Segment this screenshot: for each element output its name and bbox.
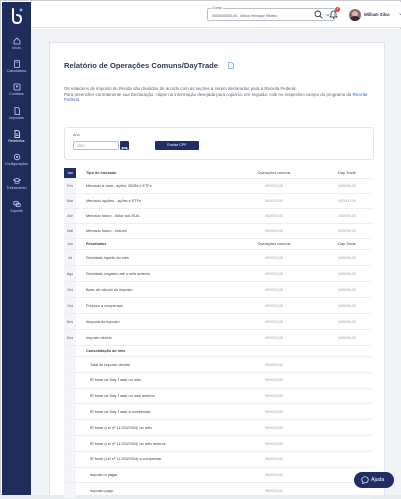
- table-row: [64, 389, 374, 405]
- day-trade-value[interactable]: 000000,00: [338, 319, 356, 324]
- table-row: [64, 179, 374, 194]
- taxes-icon: [13, 107, 21, 115]
- month-tab[interactable]: [64, 483, 76, 498]
- row-label: IR fonte (Lei nº 11.033/2004) no mês: [90, 425, 152, 430]
- month-tab[interactable]: [64, 389, 76, 404]
- description-text: .: [78, 97, 81, 103]
- row-label: Alíquota do imposto: [86, 319, 120, 324]
- table-row: [64, 282, 374, 298]
- row-label: Total do imposto devido: [90, 362, 130, 367]
- common-operations-value[interactable]: 000000,00: [265, 335, 283, 340]
- month-tab[interactable]: Set: [64, 282, 76, 297]
- day-trade-value[interactable]: 000000,00: [338, 229, 356, 234]
- sidebar-item-label: Contatos: [9, 92, 24, 96]
- month-tab[interactable]: [64, 436, 76, 451]
- row-label: Imposto devido: [86, 335, 112, 340]
- help-label: Ajuda: [371, 477, 385, 483]
- sidebar-item-label: Relatórios: [8, 139, 25, 143]
- month-tab[interactable]: [64, 452, 76, 467]
- row-label: Imposto pago: [90, 489, 114, 494]
- column-header: Day-Trade: [338, 171, 356, 176]
- month-tab[interactable]: [64, 346, 76, 356]
- send-cpf-button[interactable]: Enviar CPF: [155, 141, 199, 150]
- day-trade-value[interactable]: 000000,00: [338, 335, 356, 340]
- common-operations-value[interactable]: 000000,00: [265, 255, 283, 260]
- sidebar-item-impostos[interactable]: [2, 106, 31, 128]
- common-operations-value[interactable]: 000000,00: [265, 378, 283, 383]
- user-name[interactable]: William Silva: [364, 12, 390, 17]
- day-trade-value[interactable]: 000000,00: [338, 255, 356, 260]
- table-header-row: [64, 168, 374, 179]
- month-tab[interactable]: [64, 357, 76, 372]
- sidebar-item-calculadora[interactable]: [2, 59, 31, 81]
- account-select-value: 0000000000-00 - Maria Henrique Ribeiro: [212, 14, 278, 18]
- table-row: [64, 436, 374, 452]
- description-line: [64, 92, 374, 103]
- report-card: [49, 42, 385, 495]
- year-label: Ano: [73, 133, 80, 137]
- common-operations-value[interactable]: 000000,00: [265, 287, 283, 292]
- common-operations-value[interactable]: 000000,00: [265, 199, 283, 204]
- column-header: Operações comuns: [257, 242, 291, 247]
- sidebar-item-label: Início: [12, 46, 21, 50]
- month-tab[interactable]: Mai: [64, 224, 76, 238]
- sidebar-item-label: Configurações: [4, 162, 29, 166]
- support-icon: [13, 200, 21, 208]
- filter-box: [64, 127, 374, 160]
- row-label: Resultado negativo até o mês anterior: [86, 271, 151, 276]
- chat-icon: [361, 476, 369, 484]
- column-header: Day-Trade: [338, 242, 356, 247]
- sidebar: [2, 2, 31, 495]
- table-row: [64, 314, 374, 330]
- day-trade-value[interactable]: 000000,00: [338, 184, 356, 189]
- common-operations-value[interactable]: 000000,00: [265, 303, 283, 308]
- month-tab[interactable]: [64, 468, 76, 483]
- document-icon[interactable]: [228, 62, 234, 69]
- day-trade-value[interactable]: 000000,00: [338, 214, 356, 219]
- help-button[interactable]: [354, 472, 394, 488]
- sidebar-item-configuracoes[interactable]: [2, 152, 31, 174]
- page-description: [64, 86, 374, 103]
- row-label: IR fonte (Lei nº 11.033/2004) a compensar: [90, 457, 162, 462]
- common-operations-value[interactable]: 000000,00: [265, 410, 283, 415]
- month-tab[interactable]: Dez: [64, 330, 76, 345]
- month-tab[interactable]: Abr: [64, 209, 76, 223]
- section-header-row: [64, 346, 374, 357]
- day-trade-value[interactable]: 000000,00: [338, 287, 356, 292]
- table-row: [64, 298, 374, 314]
- row-label: IR fonte (Lei nº 11.033/2004) no mês anterior: [90, 441, 166, 446]
- calculator-icon: [13, 60, 21, 68]
- common-operations-value[interactable]: 000000,00: [265, 425, 283, 430]
- training-icon: [13, 177, 21, 185]
- main-area: [31, 29, 401, 495]
- table-row: [64, 209, 374, 224]
- common-operations-value[interactable]: 000000,00: [265, 362, 283, 367]
- row-label: Mercado futuro - índices: [86, 229, 127, 234]
- month-tab[interactable]: Jan: [64, 168, 76, 178]
- common-operations-value[interactable]: 000000,00: [265, 214, 283, 219]
- common-operations-value[interactable]: 000000,00: [265, 473, 283, 478]
- month-tab[interactable]: Out: [64, 298, 76, 313]
- common-operations-value[interactable]: 000000,00: [265, 271, 283, 276]
- row-label: IR fonte de Day-Trade no mês: [90, 378, 141, 383]
- description-line: Os relatórios de imposto de Renda são divididos de acordo com as seções a serem declaradas para a Receita Federal.: [64, 86, 297, 91]
- table-row: [64, 483, 374, 499]
- table-row: [64, 404, 374, 420]
- month-tab[interactable]: [64, 420, 76, 435]
- column-header: Resultados: [86, 242, 107, 247]
- day-trade-value[interactable]: 000000,00: [338, 303, 356, 308]
- avatar[interactable]: [349, 9, 361, 21]
- sidebar-item-suporte[interactable]: [2, 199, 31, 221]
- year-input[interactable]: 2021: [73, 141, 119, 150]
- table-row: [64, 373, 374, 389]
- row-label: Mercado opções - ações e ETFs: [86, 199, 141, 204]
- month-tab[interactable]: Jul: [64, 250, 76, 265]
- receita-federal-link[interactable]: Receita Federal: [64, 91, 368, 103]
- description-text: Para preencher corretamente sua Declaração, clique na informação desejada para copiá-la, em seguida, cole no respectivo campo do programa da: [64, 91, 353, 97]
- row-label: Mercado à vista - ações, BDRs e ETFs: [86, 184, 152, 189]
- sidebar-item-label: Suporte: [10, 209, 23, 213]
- table-row: [64, 452, 374, 468]
- row-label: IR fonte de Day-Trade no mês anterior: [90, 394, 155, 399]
- table-row: [64, 250, 374, 266]
- section-header: Consolidação do mês: [86, 349, 126, 354]
- table-row: [64, 420, 374, 436]
- month-tab[interactable]: Nov: [64, 314, 76, 329]
- month-tab[interactable]: Mar: [64, 194, 76, 208]
- table-row: [64, 330, 374, 346]
- table-row: [64, 468, 374, 484]
- sidebar-item-relatorios[interactable]: [2, 129, 31, 151]
- month-tab[interactable]: Ago: [64, 266, 76, 281]
- sidebar-item-label: Treinamento: [6, 186, 27, 190]
- sidebar-item-label: Impostos: [9, 116, 24, 120]
- home-icon: [13, 37, 21, 45]
- sidebar-item-inicio[interactable]: [2, 36, 31, 58]
- account-select-label: Conta: [212, 6, 222, 10]
- table-row: [64, 224, 374, 239]
- common-operations-value[interactable]: 000000,00: [265, 184, 283, 189]
- notification-badge: 1: [336, 7, 339, 11]
- day-trade-value[interactable]: 000000,00: [338, 199, 356, 204]
- sidebar-item-label: Calculadora: [6, 69, 27, 73]
- gear-icon: [13, 153, 21, 161]
- page-title: Relatório de Operações Comuns/DayTrade: [64, 61, 219, 70]
- month-tab[interactable]: Jun: [64, 239, 76, 249]
- row-label: Mercado futuro - dólar dos EUA: [86, 214, 140, 219]
- row-label: IR fonte de Day-Trade a compensar: [90, 410, 151, 415]
- row-label: Base de cálculo do imposto: [86, 287, 133, 292]
- common-operations-value[interactable]: 000000,00: [265, 441, 283, 446]
- table-row: [64, 266, 374, 282]
- table-header-row: [64, 239, 374, 250]
- reports-icon: [13, 130, 21, 138]
- calendar-button[interactable]: [120, 141, 129, 150]
- common-operations-value[interactable]: 000000,00: [265, 319, 283, 324]
- table-row: [64, 194, 374, 209]
- row-label: Imposto a pagar: [90, 473, 118, 478]
- contacts-icon: [13, 83, 21, 91]
- table-row: [64, 357, 374, 373]
- top-bar: [31, 2, 401, 28]
- brand-logo: [9, 7, 25, 25]
- column-header: Tipo de mercado: [86, 171, 117, 176]
- month-tab[interactable]: [64, 404, 76, 419]
- row-label: Resultado líquido do mês: [86, 255, 129, 260]
- common-operations-value[interactable]: 000000,00: [265, 489, 283, 494]
- common-operations-value[interactable]: 000000,00: [265, 394, 283, 399]
- column-header: Operações comuns: [257, 171, 291, 176]
- common-operations-value[interactable]: 000000,00: [265, 457, 283, 462]
- calendar-icon: [120, 145, 129, 154]
- month-tab[interactable]: Fev: [64, 179, 76, 193]
- search-icon[interactable]: [314, 10, 323, 19]
- sidebar-item-contatos[interactable]: [2, 82, 31, 104]
- month-tab[interactable]: [64, 373, 76, 388]
- day-trade-value[interactable]: 000000,00: [338, 271, 356, 276]
- row-label: Prejuízo a compensar: [86, 303, 123, 308]
- sidebar-item-treinamento[interactable]: [2, 176, 31, 198]
- common-operations-value[interactable]: 000000,00: [265, 229, 283, 234]
